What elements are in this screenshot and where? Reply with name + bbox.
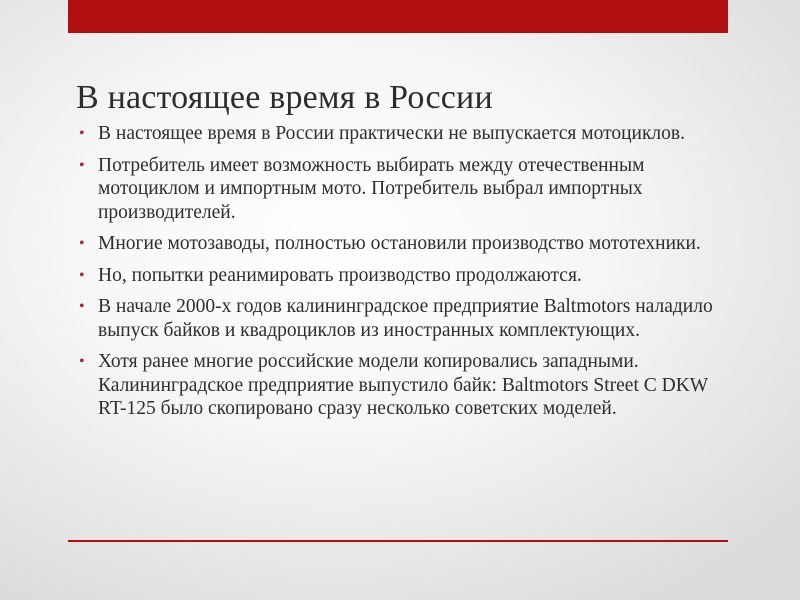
list-item xyxy=(76,295,726,342)
bottom-divider xyxy=(68,540,728,542)
slide-title: В настоящее время в России xyxy=(76,79,493,116)
top-accent-bar xyxy=(68,0,728,33)
bullet-list xyxy=(76,122,726,429)
bullet-icon: • xyxy=(79,266,85,284)
bullet-text: Хотя ранее многие российские модели копировались западными. Калининградское предприятие выпустило байк: Baltmotors Street C DKW RT-125 было скопировано сразу несколько советских моделей. xyxy=(98,351,708,419)
bullet-icon: • xyxy=(79,235,85,252)
bullet-icon: • xyxy=(79,298,85,315)
list-item xyxy=(76,154,726,225)
list-item xyxy=(76,350,726,421)
bullet-text: В начале 2000-х годов калининградское предприятие Baltmotors наладило выпуск байков и квадроциклов из иностранных комплектующих. xyxy=(98,296,713,341)
bullet-icon: • xyxy=(79,156,85,174)
list-item xyxy=(76,264,726,288)
bullet-text: Но, попытки реанимировать производство продолжаются. xyxy=(98,264,582,286)
list-item xyxy=(76,122,726,146)
bullet-text: В настоящее время в России практически не выпускается мотоциклов. xyxy=(98,123,685,144)
bullet-icon: • xyxy=(79,125,85,142)
list-item xyxy=(76,232,726,256)
bullet-text: Потребитель имеет возможность выбирать между отечественным мотоциклом и импортным мото. Потребитель выбрал импортных производителей. xyxy=(98,154,645,223)
bullet-icon: • xyxy=(79,353,85,370)
bullet-text: Многие мотозаводы, полностью остановили производство мототехники. xyxy=(98,233,701,254)
